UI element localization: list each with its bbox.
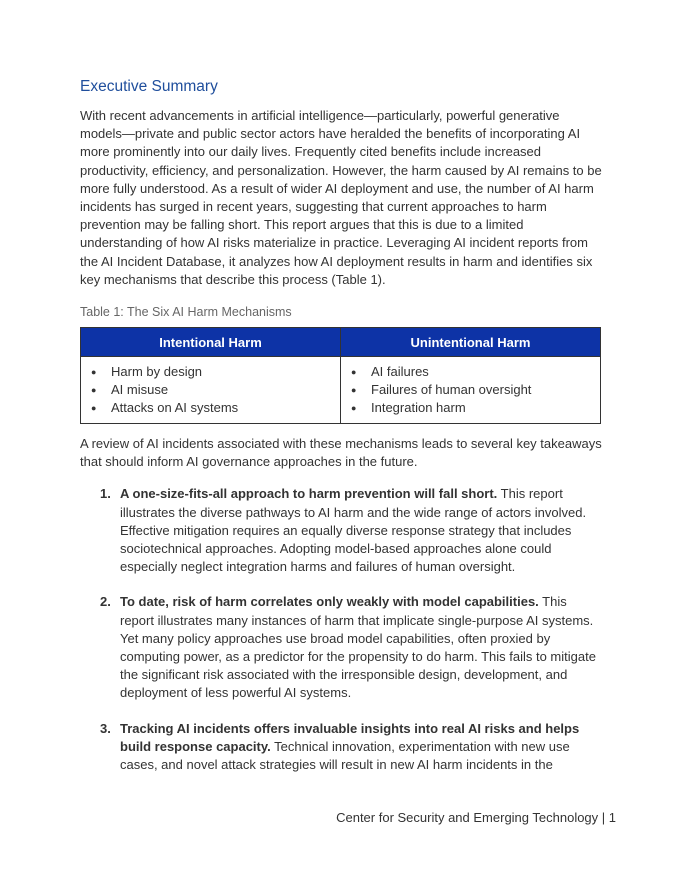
- column-header-unintentional: Unintentional Harm: [341, 328, 601, 357]
- takeaway-item: [80, 593, 602, 702]
- table-caption: Table 1: The Six AI Harm Mechanisms: [80, 305, 292, 320]
- unintentional-harm-cell: [341, 357, 601, 424]
- takeaway-text: Technical innovation, experimentation with new use cases, and novel attack strategies will result in new AI harm incidents in the: [120, 738, 570, 773]
- intentional-harm-cell: [81, 357, 341, 424]
- takeaway-text: This report illustrates many instances of harm that implicate single-purpose AI systems. Yet many policy approaches use broad model capabilities, often proxied by computing power, as a predictor for the propensity to do harm. This fails to mitigate the significant risk associated with the irresponsible design, development, and deployment of less powerful AI systems.: [120, 594, 596, 701]
- takeaway-text: This report illustrates the diverse pathways to AI harm and the wide range of actors involved. Effective mitigation requires an equally diverse response strategy that includes sociotechnical approaches. Adopting model-based approaches alone could especially neglect integration harms and failures of human oversight.: [120, 486, 587, 575]
- intro-paragraph: With recent advancements in artificial intelligence—particularly, powerful generative models—private and public sector actors have heralded the benefits of incorporating AI more prominently into our daily lives. Frequently cited benefits include increased productivity, efficiency, and personalization. However, the harm caused by AI remains to be more fully understood. As a result of wider AI deployment and use, the number of AI harm incidents has surged in recent years, suggesting that current approaches to harm prevention may be falling short. This report argues that this is due to a limited understanding of how AI risks materialize in practice. Leveraging AI incident reports from the AI Incident Database, it analyzes how AI deployment results in harm and identifies six key mechanisms that describe this process (Table 1).: [80, 108, 602, 287]
- takeaway-lead: A one-size-fits-all approach to harm prevention will fall short.: [120, 486, 498, 502]
- column-header-intentional: Intentional Harm: [81, 328, 341, 357]
- takeaway-item: [80, 485, 602, 576]
- takeaway-lead: Tracking AI incidents offers invaluable insights into real AI risks and helps build response capacity.: [120, 720, 580, 754]
- list-item: ● Attacks on AI systems: [91, 399, 330, 417]
- section-title: Executive Summary: [80, 78, 218, 95]
- intentional-harm-list: [91, 363, 330, 417]
- page-footer: Center for Security and Emerging Technology | 1: [336, 810, 616, 825]
- takeaway-item: [80, 720, 602, 775]
- document-page: [80, 78, 602, 791]
- review-paragraph: A review of AI incidents associated with these mechanisms leads to several key takeaways that should inform AI governance approaches in the future.: [80, 436, 602, 470]
- list-item: ● AI misuse: [91, 381, 330, 399]
- list-item: ● Failures of human oversight: [351, 381, 590, 399]
- takeaway-number: 3.: [100, 720, 111, 736]
- list-item: ● Integration harm: [351, 399, 590, 417]
- list-item: ● AI failures: [351, 363, 590, 381]
- unintentional-harm-list: [351, 363, 590, 417]
- takeaway-number: 1.: [100, 486, 111, 502]
- takeaway-number: 2.: [100, 594, 111, 610]
- list-item: ● Harm by design: [91, 363, 330, 381]
- harm-mechanisms-table: [80, 327, 601, 424]
- takeaway-lead: To date, risk of harm correlates only weakly with model capabilities.: [120, 594, 539, 610]
- takeaways-list: [80, 485, 602, 774]
